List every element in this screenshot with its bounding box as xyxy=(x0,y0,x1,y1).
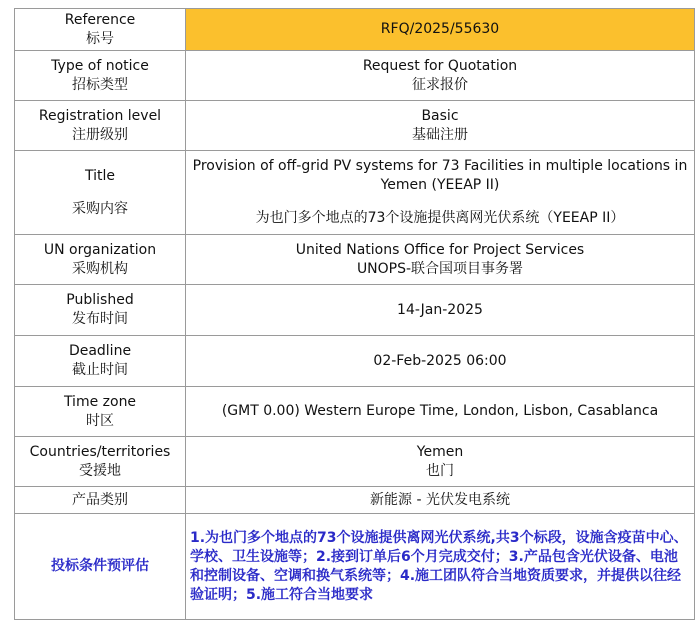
value-reference xyxy=(186,9,695,51)
bid-assessment-text: 1.为也门多个地点的73个设施提供离网光伏系统,共3个标段，设施含疫苗中心、学校、卫生设施等；2.接到订单后6个月完成交付；3.产品包含光伏设备、电池和控制设备、空调和换气系统等；4.施工团队符合当地资质要求，并提供以往经验证明；5.施工符合当地要求 xyxy=(190,529,688,603)
value-un-organization xyxy=(186,235,695,285)
label-zh: 注册级别 xyxy=(72,126,128,143)
value-en: United Nations Office for Project Services xyxy=(295,241,585,258)
time-zone-text: (GMT 0.00) Western Europe Time, London, Lisbon, Casablanca xyxy=(221,403,659,419)
label-zh: 产品类别 xyxy=(72,491,128,508)
row-title xyxy=(15,151,695,235)
label-registration-level xyxy=(15,101,186,151)
row-product-category xyxy=(15,487,695,514)
value-product-category xyxy=(186,487,695,514)
label-product-category xyxy=(15,487,186,514)
value-title xyxy=(186,151,695,235)
value-en: Basic xyxy=(421,107,459,124)
row-registration-level xyxy=(15,101,695,151)
label-en: Published xyxy=(66,292,134,308)
reference-number: RFQ/2025/55630 xyxy=(380,21,500,37)
label-time-zone xyxy=(15,387,186,437)
label-en: Countries/territories xyxy=(29,443,171,460)
value-en: Yemen xyxy=(416,443,464,460)
row-deadline xyxy=(15,336,695,387)
label-zh: 受援地 xyxy=(79,462,121,479)
label-en: Title xyxy=(84,167,115,184)
label-en: UN organization xyxy=(43,241,157,258)
value-bid-assessment xyxy=(186,514,695,620)
label-countries xyxy=(15,437,186,487)
label-type-of-notice xyxy=(15,51,186,101)
label-reference xyxy=(15,9,186,51)
label-title xyxy=(15,151,186,235)
value-countries xyxy=(186,437,695,487)
label-un-organization xyxy=(15,235,186,285)
published-date: 14-Jan-2025 xyxy=(397,301,483,318)
value-published xyxy=(186,285,695,336)
label-en: Type of notice xyxy=(51,57,149,74)
value-zh: 征求报价 xyxy=(412,76,468,93)
label-en: Registration level xyxy=(38,107,162,124)
row-time-zone xyxy=(15,387,695,437)
row-type-of-notice xyxy=(15,51,695,101)
label-zh: 招标类型 xyxy=(72,76,128,93)
value-zh: UNOPS-联合国项目事务署 xyxy=(356,260,524,277)
product-category-text: 新能源 - 光伏发电系统 xyxy=(370,491,510,508)
label-zh: 采购机构 xyxy=(72,260,128,277)
value-zh: 基础注册 xyxy=(412,126,468,143)
label-bid-assessment xyxy=(15,514,186,620)
row-un-organization xyxy=(15,235,695,285)
label-zh: 截止时间 xyxy=(72,362,128,378)
deadline-datetime: 02-Feb-2025 06:00 xyxy=(373,352,507,369)
label-en: Deadline xyxy=(68,343,132,359)
row-reference xyxy=(15,9,695,51)
label-en: Time zone xyxy=(63,393,137,410)
value-en: Provision of off-grid PV systems for 73 Facilities in multiple locations in Yemen (YEEAP II) xyxy=(192,158,688,193)
value-en: Request for Quotation xyxy=(362,57,518,74)
label-deadline xyxy=(15,336,186,387)
label-zh: 发布时间 xyxy=(72,311,128,327)
value-registration-level xyxy=(186,101,695,151)
row-countries xyxy=(15,437,695,487)
value-zh: 为也门多个地点的73个设施提供离网光伏系统（YEEAP II） xyxy=(255,210,625,226)
value-zh: 也门 xyxy=(426,462,454,479)
value-type-of-notice xyxy=(186,51,695,101)
label-zh: 采购内容 xyxy=(72,200,128,217)
label-zh: 时区 xyxy=(86,412,114,429)
value-time-zone xyxy=(186,387,695,437)
label-zh: 投标条件预评估 xyxy=(51,558,149,574)
label-en: Reference xyxy=(64,11,136,28)
row-bid-assessment xyxy=(15,514,695,620)
row-published xyxy=(15,285,695,336)
value-deadline xyxy=(186,336,695,387)
label-zh: 标号 xyxy=(86,30,114,47)
tender-notice-table xyxy=(14,8,695,620)
label-published xyxy=(15,285,186,336)
